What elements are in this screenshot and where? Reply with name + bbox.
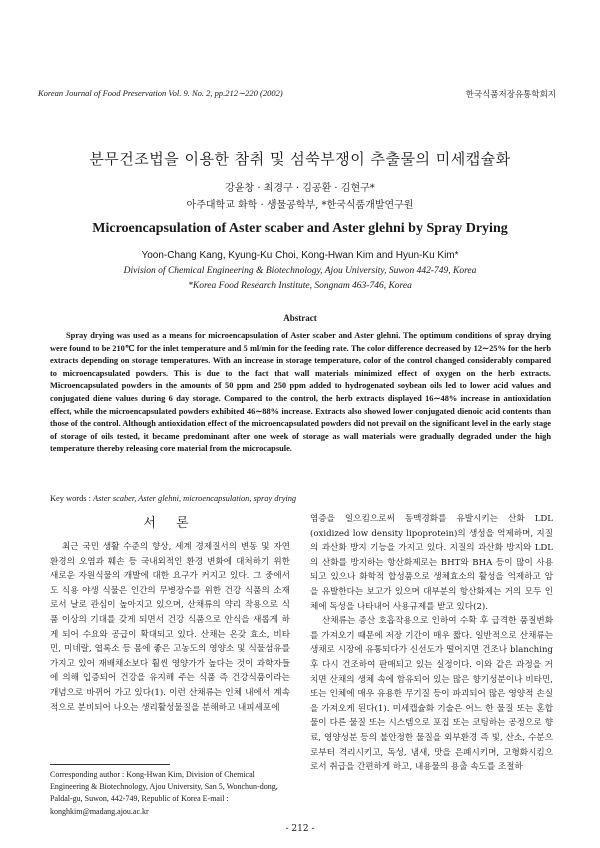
right-column-paragraph-2: 산채류는 증산 호흡작용으로 인하여 수확 후 급격한 품질변화를 가져오기 때문에 저장 기간이 매우 짧다. 일반적으로 산채류는 생채로 시장에 유통되다가 신선도가 떨어지면 건조나 blanching 후 다시 건조하여 판매되고 있는 실정이다. 이와 같은 과정을 거치면 산채의 생체 속에 함유되어 있는 많은 향기성분이나 비타민, 또는 인체에 매우 유용한 무기질 등이 파괴되어 많은 영양적 손실을 가져오게 된다(1). 미세캡슐화 기술은 어느 한 물질 또는 혼합물이 다른 물질 또는 시스템으로 포집 또는 코팅하는 공정으로 향료, 영양성분 등의 불안정한 물질을 외부환경 즉 빛, 산소, 수분으로부터 격리시키고, 독성, 냄새, 맛을 은폐시키며, 고형화시킴으로서 취급을 간편하게 하고, 내용물의 용출 속도를 조절하 (310, 616, 553, 773)
abstract-body: Spray drying was used as a means for microencapsulation of Aster scaber and Aster glehni. The optimum conditions of spray drying were found to be 210℃ for the inlet temperature and 5 ml/min for the feeding rate. The color difference decreased by 12∼25% for the herb extracts depending on storage temperatures. With an increase in storage temperature, color of the control changed considerably compared to microencapsulated powders. This is due to the fact that wall materials minimized effect of oxygen on the herb extracts. Microencapsulated powders in the amounts of 50 ppm and 250 ppm added to hydrogenated soybean oils led to lower acid values and conjugated diene values during 6 day storage. Compared to the control, the herb extracts displayed 16∼48% increase in antioxidation effect, while the microencapsulated powders exhibited 46∼88% increase. Extracts also showed lower conjugated dienoic acid contents than those of the control. Although antioxidation effect of the microencapsulated powders did not prevail on the significant level in the early stage of storage of oils tested, it became predominant after one week of storage as wall materials were gradually degraded under the high temperature thereby releasing core material from the microcapsule. (50, 331, 551, 454)
left-column-paragraph: 최근 국민 생활 수준의 향상, 세계 경제질서의 변동 및 자연 환경의 오염과 훼손 등 국내외적인 환경 변화에 대처하기 위한 새로운 자원식물의 개발에 대한 요구가 커지고 있다. 그 중에서도 식용 야생 식물은 인간의 무병장수를 위한 건강 식품의 소재로서 날로 관심이 높아지고 있으며, 산채류의 약리 작용으로 식품 이상의 기대를 갖게 되면서 건강 식품으로 안식을 새롭게 하게 되어 수요와 공급이 확대되고 있다. 산채는 온갖 효소, 비타민, 미네랄, 엽록소 등 몸에 좋은 고농도의 영양소 및 식물섬유를 가지고 있어 재배채소보다 훨씬 영양가가 높다는 것이 과학자들에 의해 입증되어 건강을 유지해 주는 식품 즉 건강식품이라는 개념으로 바뀌어 가고 있다(1). 이런 산채류는 인체 내에서 계속적으로 분비되어 나오는 생리활성물질을 분해하고 내피세포에 (50, 542, 290, 713)
page-number: - 212 - (285, 824, 315, 834)
corresponding-author-footnote: Corresponding author : Kong-Hwan Kim, Division of Chemical Engineering & Biotechnology, Ajou University, San 5, Wonchun-dong, Paldal-gu, Suwon, 442-749, Republic of Korea E-mail : konghkim@madang.ajou.ac.kr (50, 770, 278, 816)
english-affiliation-2: *Korea Food Research Institute, Songnam 463-746, Korea (188, 281, 412, 291)
left-column (50, 540, 290, 715)
right-column (310, 512, 553, 775)
society-name: 한국식품저장유통학회지 (465, 90, 556, 100)
abstract-heading: Abstract (283, 313, 317, 323)
english-title: Microencapsulation of Aster scaber and Aster glehni by Spray Drying (92, 221, 508, 236)
korean-affiliation: 아주대학교 화학 · 생물공학부, *한국식품개발연구원 (186, 200, 414, 211)
korean-title: 분무건조법을 이용한 참취 및 섬쑥부쟁이 추출물의 미세캡슐화 (89, 150, 511, 168)
introduction-heading: 서 론 (143, 516, 197, 531)
korean-authors: 강윤창 · 최경구 · 김공환 · 김현구* (225, 183, 375, 194)
english-authors: Yoon-Chang Kang, Kyung-Ku Choi, Kong-Hwan Kim and Hyun-Ku Kim* (141, 250, 459, 261)
keywords (50, 494, 551, 503)
journal-citation: Korean Journal of Food Preservation Vol. 9. No. 2, pp.212∼220 (2002) (38, 88, 283, 98)
keywords-text: Aster scaber, Aster glehni, microencapsulation, spray drying (93, 494, 297, 503)
keywords-label: Key words : (50, 494, 91, 503)
footnote-divider (50, 764, 170, 765)
english-affiliation-1: Division of Chemical Engineering & Biotechnology, Ajou University, Suwon 442-749, Korea (123, 266, 477, 276)
right-column-paragraph-1: 염증을 일으킴으로써 동맥경화를 유발시키는 산화 LDL (oxidized low density lipoprotein)의 생성을 억제하며, 지질의 과산화 방지 기능을 가지고 있다. 지질의 과산화 방지와 LDL의 산화를 방지하는 항산화제로는 BHT와 BHA 등이 많이 사용되고 있으나 화학적 합성품으로 생체효소의 활성을 억제하고 암을 유발한다는 보고가 있으며 대부분의 항산화제는 거의 모두 인체에 독성을 나타내어 사용규제를 받고 있다(2). (310, 514, 553, 612)
